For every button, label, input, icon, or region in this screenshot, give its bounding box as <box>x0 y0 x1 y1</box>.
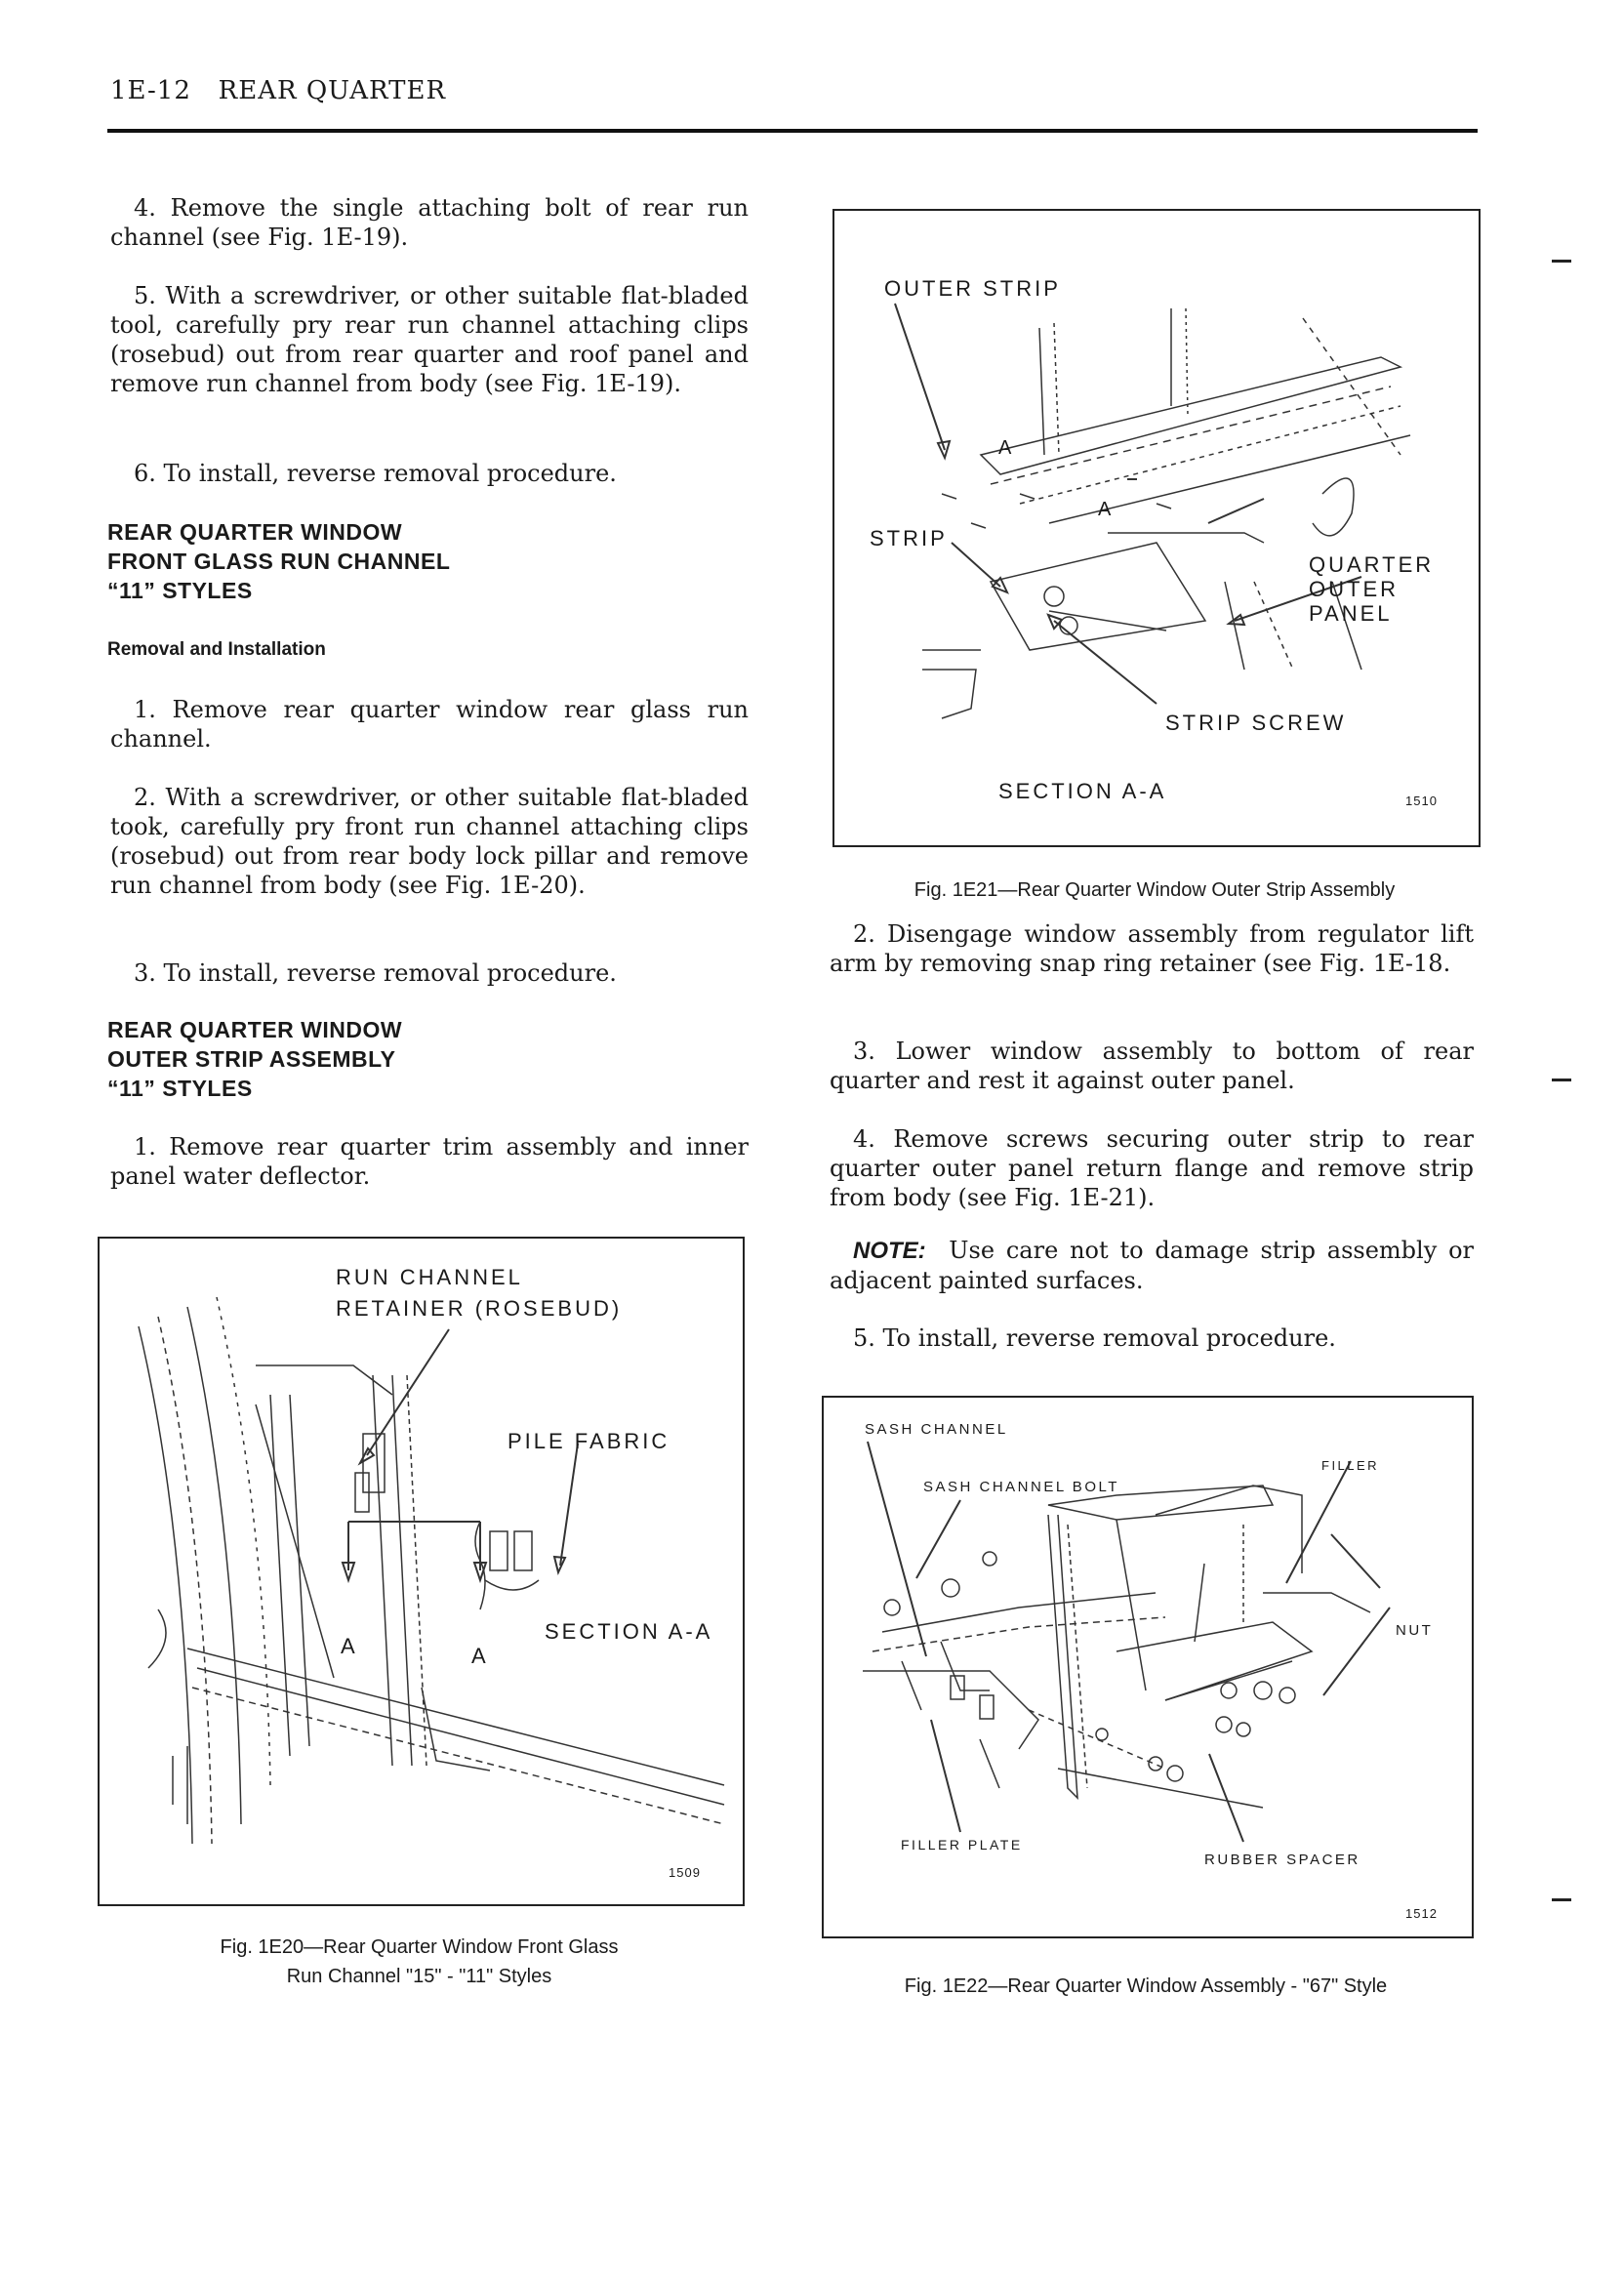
page-header <box>110 76 446 105</box>
margin-mark <box>1552 1898 1571 1901</box>
figure-1e21 <box>832 209 1481 847</box>
margin-mark <box>1552 1079 1571 1081</box>
step-6-install: 6. To install, reverse removal procedure. <box>134 460 617 487</box>
figure-1e20 <box>98 1237 745 1906</box>
subheading-removal-installation: Removal and Installation <box>107 639 326 660</box>
heading-front-glass-run-channel: REAR QUARTER WINDOW FRONT GLASS RUN CHANNEL “11” STYLES <box>107 519 451 603</box>
label-section-a-a: SECTION A-A <box>998 779 1167 803</box>
label-section-marker-a: A <box>998 437 1015 459</box>
label-section-marker-a: A <box>341 1634 358 1658</box>
step-5-install: 5. To install, reverse removal procedure. <box>853 1324 1336 1352</box>
step-4-remove-bolt: 4. Remove the single attaching bolt of rear run channel (see Fig. 1E-19). <box>110 194 749 251</box>
note-care: NOTE: Use care not to damage strip assembly or adjacent painted surfaces. <box>830 1237 1474 1294</box>
run-channel-illustration <box>100 1239 743 1904</box>
label-run-channel: RUN CHANNEL <box>336 1265 523 1289</box>
header-rule <box>107 129 1478 133</box>
step-3-lower-window: 3. Lower window assembly to bottom of rear quarter and rest it against outer panel. <box>830 1038 1474 1094</box>
label-section-marker-a: A <box>1098 499 1115 520</box>
heading-outer-strip-assembly: REAR QUARTER WINDOW OUTER STRIP ASSEMBLY “11” STYLES <box>107 1017 403 1101</box>
figure-number: 1509 <box>669 1865 701 1880</box>
section1-step-1: 1. Remove rear quarter window rear glass run channel. <box>110 696 749 753</box>
step-4-remove-screws: 4. Remove screws securing outer strip to rear quarter outer panel return flange and remove strip from body (see Fig. 1E-21). <box>830 1125 1474 1211</box>
label-sash-channel: SASH CHANNEL <box>865 1421 1008 1438</box>
caption-fig-1e21: Fig. 1E21—Rear Quarter Window Outer Strip Assembly <box>914 879 1396 901</box>
section1-step-2: 2. With a screwdriver, or other suitable flat-bladed took, carefully pry front run channel attaching clips (rosebud) out from rear body lock pillar and remove run channel from body (see Fig. 1E-20). <box>110 784 749 899</box>
step-5-pry-clips: 5. With a screwdriver, or other suitable flat-bladed tool, carefully pry rear run channel attaching clips (rosebud) out from rear quarter and roof panel and remove run channel from body (see Fig. 1E-19). <box>110 282 749 397</box>
label-quarter-outer-panel: QUARTER OUTER PANEL <box>1309 552 1435 626</box>
figure-1e22 <box>822 1396 1474 1938</box>
figure-number: 1510 <box>1405 794 1438 808</box>
section-title: REAR QUARTER <box>218 76 447 105</box>
label-nut: NUT <box>1396 1622 1434 1639</box>
label-section-a-a: SECTION A-A <box>545 1619 713 1644</box>
window-assembly-illustration <box>824 1398 1472 1936</box>
label-strip-screw: STRIP SCREW <box>1165 711 1347 735</box>
section1-step-3: 3. To install, reverse removal procedure. <box>134 959 617 987</box>
section2-step-1: 1. Remove rear quarter trim assembly and inner panel water deflector. <box>110 1133 749 1190</box>
caption-fig-1e22: Fig. 1E22—Rear Quarter Window Assembly - "67" Style <box>904 1975 1388 1997</box>
margin-mark <box>1552 260 1571 263</box>
caption-fig-1e20: Fig. 1E20—Rear Quarter Window Front Glass Run Channel "15" - "11" Styles <box>220 1936 619 1987</box>
label-filler: FILLER <box>1321 1458 1380 1473</box>
page-number: 1E-12 <box>110 76 191 105</box>
step-2-disengage-window: 2. Disengage window assembly from regulator lift arm by removing snap ring retainer (see Fig. 1E-18. <box>830 920 1474 977</box>
label-strip: STRIP <box>870 526 948 550</box>
label-rubber-spacer: RUBBER SPACER <box>1204 1852 1360 1868</box>
label-retainer-rosebud: RETAINER (ROSEBUD) <box>336 1296 623 1321</box>
figure-number: 1512 <box>1405 1906 1438 1921</box>
label-outer-strip: OUTER STRIP <box>884 276 1061 301</box>
label-pile-fabric: PILE FABRIC <box>508 1429 670 1453</box>
label-section-marker-a: A <box>471 1644 489 1668</box>
label-filler-plate: FILLER PLATE <box>901 1837 1023 1852</box>
label-sash-channel-bolt: SASH CHANNEL BOLT <box>923 1479 1119 1495</box>
